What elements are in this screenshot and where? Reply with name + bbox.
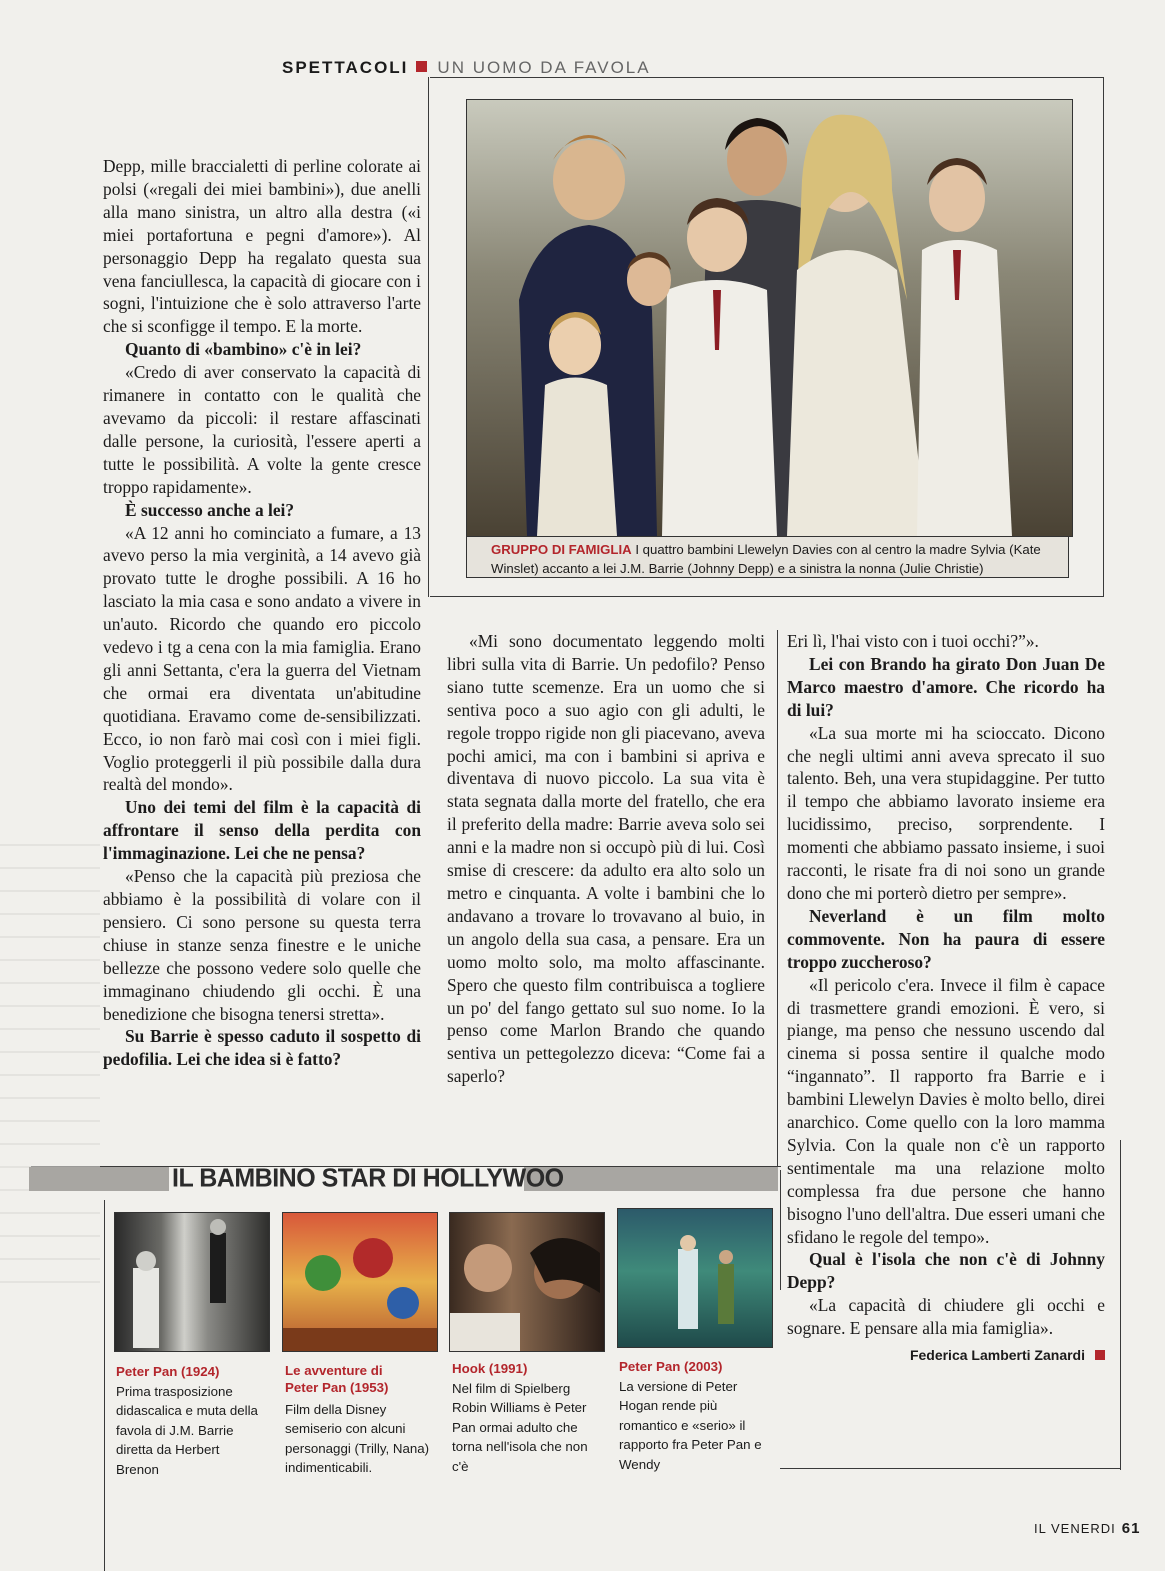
film-title-1924: Peter Pan (1924) (116, 1364, 220, 1379)
peter-pan-2003-still (618, 1209, 772, 1347)
column-rule-left (428, 77, 429, 597)
page-footer (1034, 1520, 1140, 1537)
box-title-bar-left (29, 1167, 169, 1191)
thumb-hook-1991 (449, 1212, 605, 1352)
interview-question: Neverland è un film molto commovente. Non ha paura di essere troppo zuccheroso? (787, 905, 1105, 972)
film-desc-1953: Film della Disney semiserio con alcuni personaggi (Trilly, Nana) indimenticabili. (285, 1402, 430, 1476)
family-photo (466, 99, 1073, 537)
interview-paragraph: «La sua morte mi ha scioccato. Dicono che negli ultimi anni aveva sprecato il suo talento. Beh, una vera stupidaggine. Per tutto il tempo che abbiamo lavorato insieme era lucidissimo, preciso, sorprendente. I momenti che abbiamo passato insieme, i suoi racconti, le risate fra di noi sono un grande dono che mi porterò dietro per sempre». (787, 722, 1105, 903)
interview-question: Su Barrie è spesso caduto il sospetto di pedofilia. Lei che idea si è fatto? (103, 1026, 421, 1070)
article-column-2 (447, 630, 765, 1088)
red-square-icon (416, 61, 427, 72)
author-signature (787, 1344, 1105, 1367)
interview-paragraph: «Credo di aver conservato la capacità di rimanere in contatto con le qualità che avevamo da piccoli: il restare affascinati dalle persone, la curiosità, l'essere aperti a tutte le possibilità. A volte la gente cresce troppo rapidamente». (103, 362, 421, 497)
photo-bottom-rule (430, 596, 1104, 597)
box-bottom-rule (780, 1468, 1120, 1469)
film-title-2003: Peter Pan (2003) (619, 1359, 723, 1374)
column-rule-right (1103, 77, 1104, 597)
interview-paragraph: Eri lì, l'hai visto con i tuoi occhi?”». (787, 631, 1039, 651)
article-column-3 (787, 630, 1105, 1367)
disney-cartoon-still (283, 1213, 437, 1351)
interview-paragraph: «Il pericolo c'era. Invece il film è capace di trasmettere grandi emozioni. È vero, si piange, ma penso che nessuno uscendo dal cinema si possa sentire il qualche modo “ingannato”. Il rapporto fra Barrie e i bambini Llewelyn Davies è molto bello, direi anarchico. Come quello con la loro mamma Sylvia. Con la quale non c'è un rapporto sentimentale ma una relazione molto complessa fra due persone che hanno bisogno l'uno dell'altra. Due esseri umani che sfidano le regole del tempo». (787, 974, 1105, 1247)
film-desc-2003: La versione di Peter Hogan rende più romantico e «serio» il rapporto fra Peter Pan e Wendy (619, 1379, 762, 1472)
caption-label: GRUPPO DI FAMIGLIA (491, 542, 632, 557)
film-title-1991: Hook (1991) (452, 1361, 528, 1376)
hook-film-still (450, 1213, 604, 1351)
box-title: IL BAMBINO STAR DI HOLLYWOO (172, 1163, 564, 1193)
family-group-illustration (467, 100, 1072, 536)
thumb-peter-pan-1924 (114, 1212, 270, 1352)
interview-paragraph: «Mi sono documentato leggendo molti libri sulla vita di Barrie. Un pedofilo? Penso siano tutte scemenze. Era un uomo che si sentiva poco a suo agio con gli adulti, le regole troppo rigide non gli piacevano, aveva pochi amici, ma con i bambini si apriva e diventava di nuovo piccolo. La sua vita è stata segnata dalla morte del fratello, che era il preferito della madre: Barrie aveva solo sei anni e la madre non si occupò più di lui. Così smise di crescere: da adulto era alto solo un metro e cinquanta. A volte i bambini che lo andavano a trovare lo trovavano al buio, in un angolo della sua casa, a pensare. Era un uomo molto solo, ma molto affascinante. Spero che questo film contribuisca a togliere un po' del fango gettato sul suo nome. Io la penso come Marlon Brando che quando sentiva un pettegolezzo diceva: “Come fai a saperlo? (447, 631, 765, 1087)
column-divider-2-3 (777, 630, 778, 1170)
author-name: Federica Lamberti Zanardi (909, 1347, 1085, 1364)
film-desc-1991: Nel film di Spielberg Robin Williams è Peter Pan ormai adulto che torna nell'isola che non c'è (452, 1381, 588, 1474)
section-header (282, 58, 651, 78)
silent-film-still (115, 1213, 269, 1351)
interview-paragraph: Depp, mille braccialetti di perline colorate ai polsi («regali dei miei bambini»), due anelli alla mano sinistra, un altro alla destra («i miei portafortuna e pegni d'amore»). Al personaggio Depp ha regalato questa sua vena fanciullesca, la capacità di giocare con i sogni, l'intuizione che è solo attraverso l'arte che si sconfigge il tempo. E la morte. (103, 156, 421, 337)
header-rule (430, 77, 1104, 78)
interview-question: Qual è l'isola che non c'è di Johnny Depp? (787, 1249, 1105, 1293)
interview-question: È successo anche a lei? (125, 499, 295, 520)
end-square-icon (1095, 1350, 1105, 1360)
page-number: 61 (1121, 1520, 1141, 1537)
article-column-1 (103, 155, 421, 1071)
section-name: SPETTACOLI (282, 58, 409, 77)
interview-question: Uno dei temi del film è la capacità di affrontare il senso della perdita con l'immaginazione. Lei che ne pensa? (103, 797, 421, 864)
column3-box-rule (780, 1170, 781, 1290)
film-title-1953: Le avventure di Peter Pan (1953) (285, 1363, 389, 1395)
interview-question: Quanto di «bambino» c'è in lei? (125, 339, 362, 360)
box-left-rule (104, 1200, 105, 1571)
caption-text: I quattro bambini Llewelyn Davies con al centro la madre Sylvia (Kate Winslet) accanto a lei J.M. Barrie (Johnny Depp) e a sinistra la nonna (Julie Christie) (491, 542, 1041, 576)
magazine-name: IL VENERDI (1034, 1521, 1116, 1536)
interview-paragraph: «La capacità di chiudere gli occhi e sognare. E pensare alla mia famiglia». (787, 1295, 1105, 1339)
film-desc-1924: Prima trasposizione didascalica e muta della favola di J.M. Barrie diretta da Herbert Brenon (116, 1384, 258, 1477)
photo-caption (466, 537, 1069, 578)
col3-right-rule (1120, 1140, 1121, 1470)
thumb-peter-pan-1953 (282, 1212, 438, 1352)
section-subtitle: UN UOMO DA FAVOLA (437, 58, 651, 77)
thumb-peter-pan-2003 (617, 1208, 773, 1348)
interview-paragraph: «A 12 anni ho cominciato a fumare, a 13 avevo perso la mia verginità, a 14 avevo già provato tutte le droghe possibili. A 16 ho lasciato la mia casa e sono andato a vivere in un'auto. Ricordo che quando ero piccolo vedevo i tg a cena con la mia famiglia. Erano gli anni Settanta, c'era la guerra del Vietnam che ormai era diventata un'abitudine quotidiana. Eravamo come de-sensibilizzati. Ecco, io non farò mai così con i miei figli. Voglio proteggerli il più possibile dalla dura realtà del mondo». (103, 522, 421, 795)
bleed-through-left (0, 830, 100, 1290)
interview-question: Lei con Brando ha girato Don Juan De Marco maestro d'amore. Che ricordo ha di lui? (787, 653, 1105, 720)
interview-paragraph: «Penso che la capacità più preziosa che abbiamo è la possibilità di volare con il pensiero. Ci sono persone su questa terra chiuse in stanze senza finestre e le uniche bellezze che possono vedere solo quelle che immaginano chiudendo gli occhi. È una benedizione che bisogna tenersi stretta». (103, 866, 421, 1024)
